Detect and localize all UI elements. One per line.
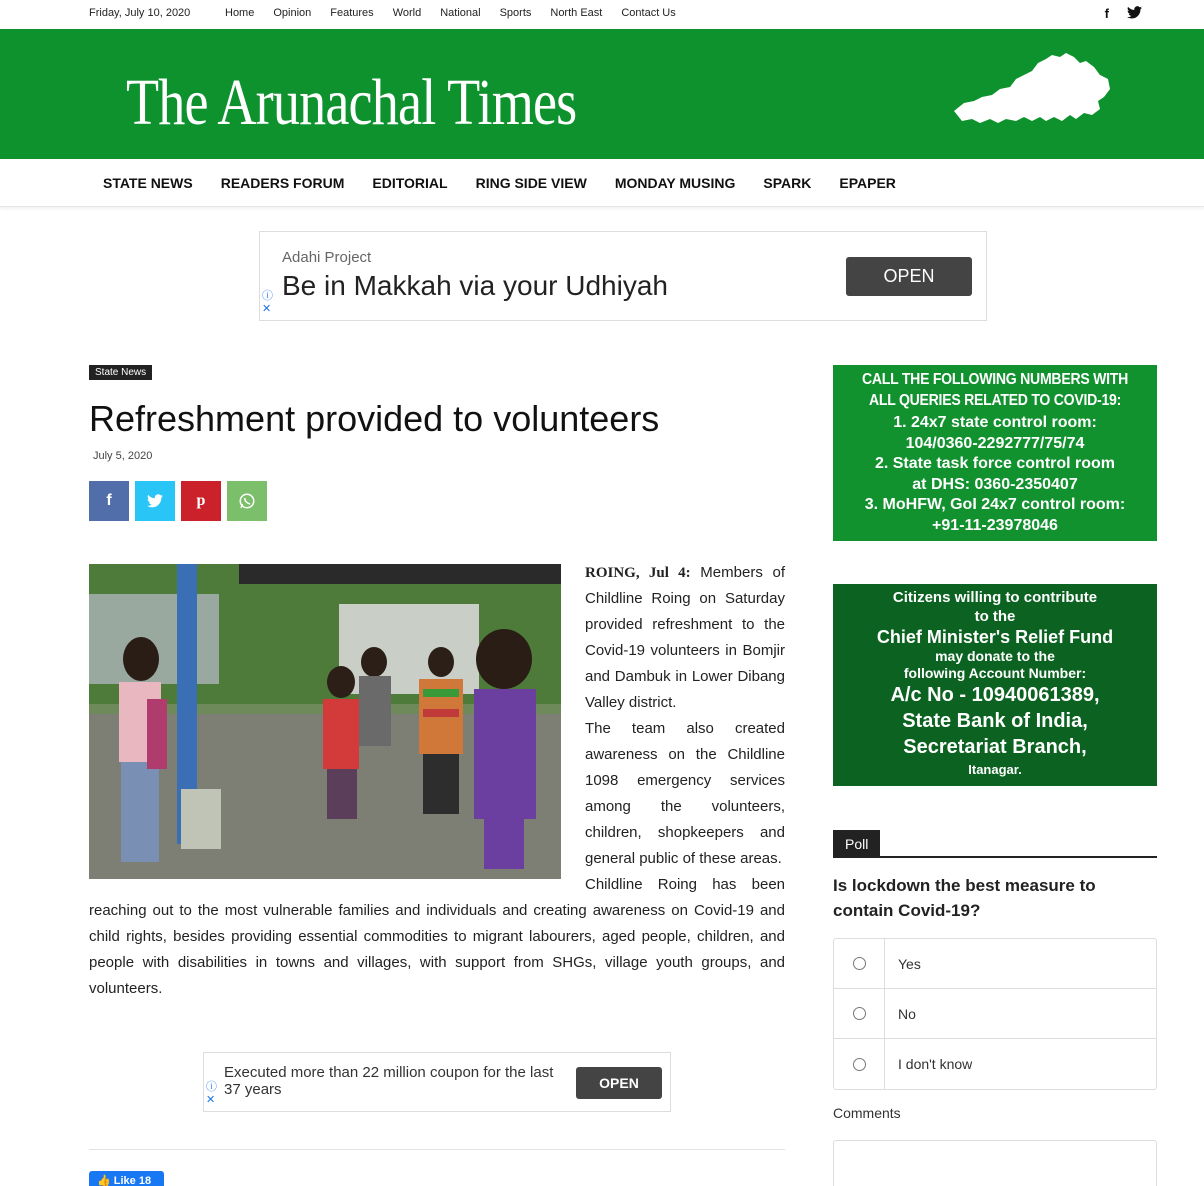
article-date: July 5, 2020 — [93, 450, 153, 462]
ad-choices-icons[interactable] — [262, 290, 273, 316]
covid-banner-heading: CALL THE FOLLOWING NUMBERS WITH ALL QUERIES RELATED TO COVID-19: — [861, 371, 1129, 409]
ad-close-icon[interactable]: ✕ — [206, 1094, 216, 1106]
thumbs-up-icon: 👍 — [97, 1175, 111, 1186]
ad-headline[interactable]: Be in Makkah via your Udhiyah — [282, 270, 668, 301]
comments-textarea[interactable] — [833, 1140, 1157, 1186]
top-nav — [225, 7, 695, 19]
poll-option-label[interactable]: Yes — [898, 956, 921, 972]
poll-question: Is lockdown the best measure to contain Covid-19? — [833, 876, 1096, 920]
comments-label: Comments — [833, 1105, 901, 1121]
top-banner-ad[interactable] — [259, 231, 987, 321]
poll-header — [833, 830, 1157, 858]
nav-spark[interactable]: SPARK — [763, 175, 812, 191]
ad-info-icon[interactable]: ⓘ — [262, 290, 273, 302]
social-links — [1105, 6, 1142, 22]
pinterest-icon: p — [196, 492, 206, 509]
ad-info-icon[interactable]: ⓘ — [206, 1081, 217, 1093]
relief-fund-banner[interactable]: Citizens willing to contribute to the Chief Minister's Relief Fund may donate to the following Account Number: A/c No - 10940061389, State Bank of India, Secretariat Branch, Itanagar. — [833, 584, 1157, 786]
article-body — [89, 560, 785, 1002]
top-bar — [0, 0, 1204, 29]
twitter-icon[interactable] — [1127, 6, 1142, 22]
nav-epaper[interactable]: EPAPER — [839, 175, 896, 191]
share-pinterest-button[interactable] — [181, 481, 221, 521]
facebook-icon: f — [106, 492, 112, 509]
article-paragraph-1: ROING, Jul 4: Members of Childline Roing on Saturday provided refreshment to the Covid-19 volunteers in Bomjir and Dambuk in Lower Dibang Valley district. — [585, 564, 786, 711]
article-paragraph-3: Childline Roing has been reaching out to the most vulnerable families and individuals and creating awareness on Covid-19 and child rights, besides providing essential commodities to migrant labourers, aged people, children, and people with disabilities in towns and villages, with support from SHGs, village youth groups, and volunteers. — [89, 876, 785, 997]
facebook-icon[interactable]: f — [1104, 6, 1109, 21]
topnav-home[interactable]: Home — [225, 7, 255, 19]
facebook-like-button[interactable]: 👍 Like 18 — [89, 1171, 164, 1186]
poll-option-yes[interactable] — [834, 939, 1156, 989]
divider — [89, 1149, 785, 1150]
inline-ad-open-button[interactable]: OPEN — [576, 1067, 662, 1099]
nav-editorial[interactable]: EDITORIAL — [372, 175, 448, 191]
ad-close-icon[interactable]: ✕ — [262, 303, 272, 315]
topnav-sports[interactable]: Sports — [499, 7, 532, 19]
main-nav — [0, 159, 1204, 207]
covid-banner-lines: 1. 24x7 state control room: 104/0360-2292777/75/74 2. State task force control room at DHS: 0360-2350407 3. MoHFW, GoI 24x7 control room: +91-11-23978046 — [864, 414, 1126, 534]
share-twitter-button[interactable] — [135, 481, 175, 521]
topnav-north-east[interactable]: North East — [550, 7, 603, 19]
site-logo[interactable]: The Arunachal Times — [126, 66, 577, 139]
poll-option-no[interactable] — [834, 989, 1156, 1039]
topnav-national[interactable]: National — [440, 7, 481, 19]
ad-open-button[interactable]: OPEN — [846, 257, 972, 296]
nav-ring-side-view[interactable]: RING SIDE VIEW — [475, 175, 587, 191]
nav-readers-forum[interactable]: READERS FORUM — [220, 175, 345, 191]
twitter-icon — [147, 494, 163, 508]
whatsapp-icon — [238, 492, 256, 510]
site-header — [0, 29, 1204, 159]
ad-choices-icons[interactable] — [206, 1081, 217, 1107]
poll-radio[interactable] — [853, 1007, 866, 1020]
topnav-contact-us[interactable]: Contact Us — [621, 7, 676, 19]
poll-label: Poll — [833, 830, 880, 858]
category-badge[interactable]: State News — [89, 365, 152, 380]
article-title: Refreshment provided to volunteers — [89, 398, 660, 439]
article-dateline: ROING, Jul 4: — [585, 565, 691, 581]
poll-option-dont-know[interactable] — [834, 1039, 1156, 1089]
current-date: Friday, July 10, 2020 — [89, 7, 191, 19]
poll-radio[interactable] — [853, 1058, 866, 1071]
poll-option-label[interactable]: I don't know — [898, 1056, 973, 1072]
arunachal-map-icon — [952, 51, 1112, 133]
article-paragraph-2: The team also created awareness on the Childline 1098 emergency services among the volunteers, children, shopkeepers and general public of these areas. — [585, 720, 785, 867]
covid-helpline-banner[interactable] — [833, 365, 1157, 541]
inline-ad-text[interactable]: Executed more than 22 million coupon for the last 37 years — [224, 1064, 554, 1098]
poll-options — [833, 938, 1157, 1090]
share-facebook-button[interactable] — [89, 481, 129, 521]
nav-state-news[interactable]: STATE NEWS — [103, 175, 193, 191]
poll-radio[interactable] — [853, 957, 866, 970]
ad-advertiser: Adahi Project — [282, 249, 372, 266]
topnav-opinion[interactable]: Opinion — [273, 7, 312, 19]
topnav-world[interactable]: World — [392, 7, 422, 19]
nav-monday-musing[interactable]: MONDAY MUSING — [614, 175, 736, 191]
poll-option-label[interactable]: No — [898, 1006, 916, 1022]
share-whatsapp-button[interactable] — [227, 481, 267, 521]
topnav-features[interactable]: Features — [330, 7, 374, 19]
inline-ad[interactable] — [203, 1052, 671, 1112]
